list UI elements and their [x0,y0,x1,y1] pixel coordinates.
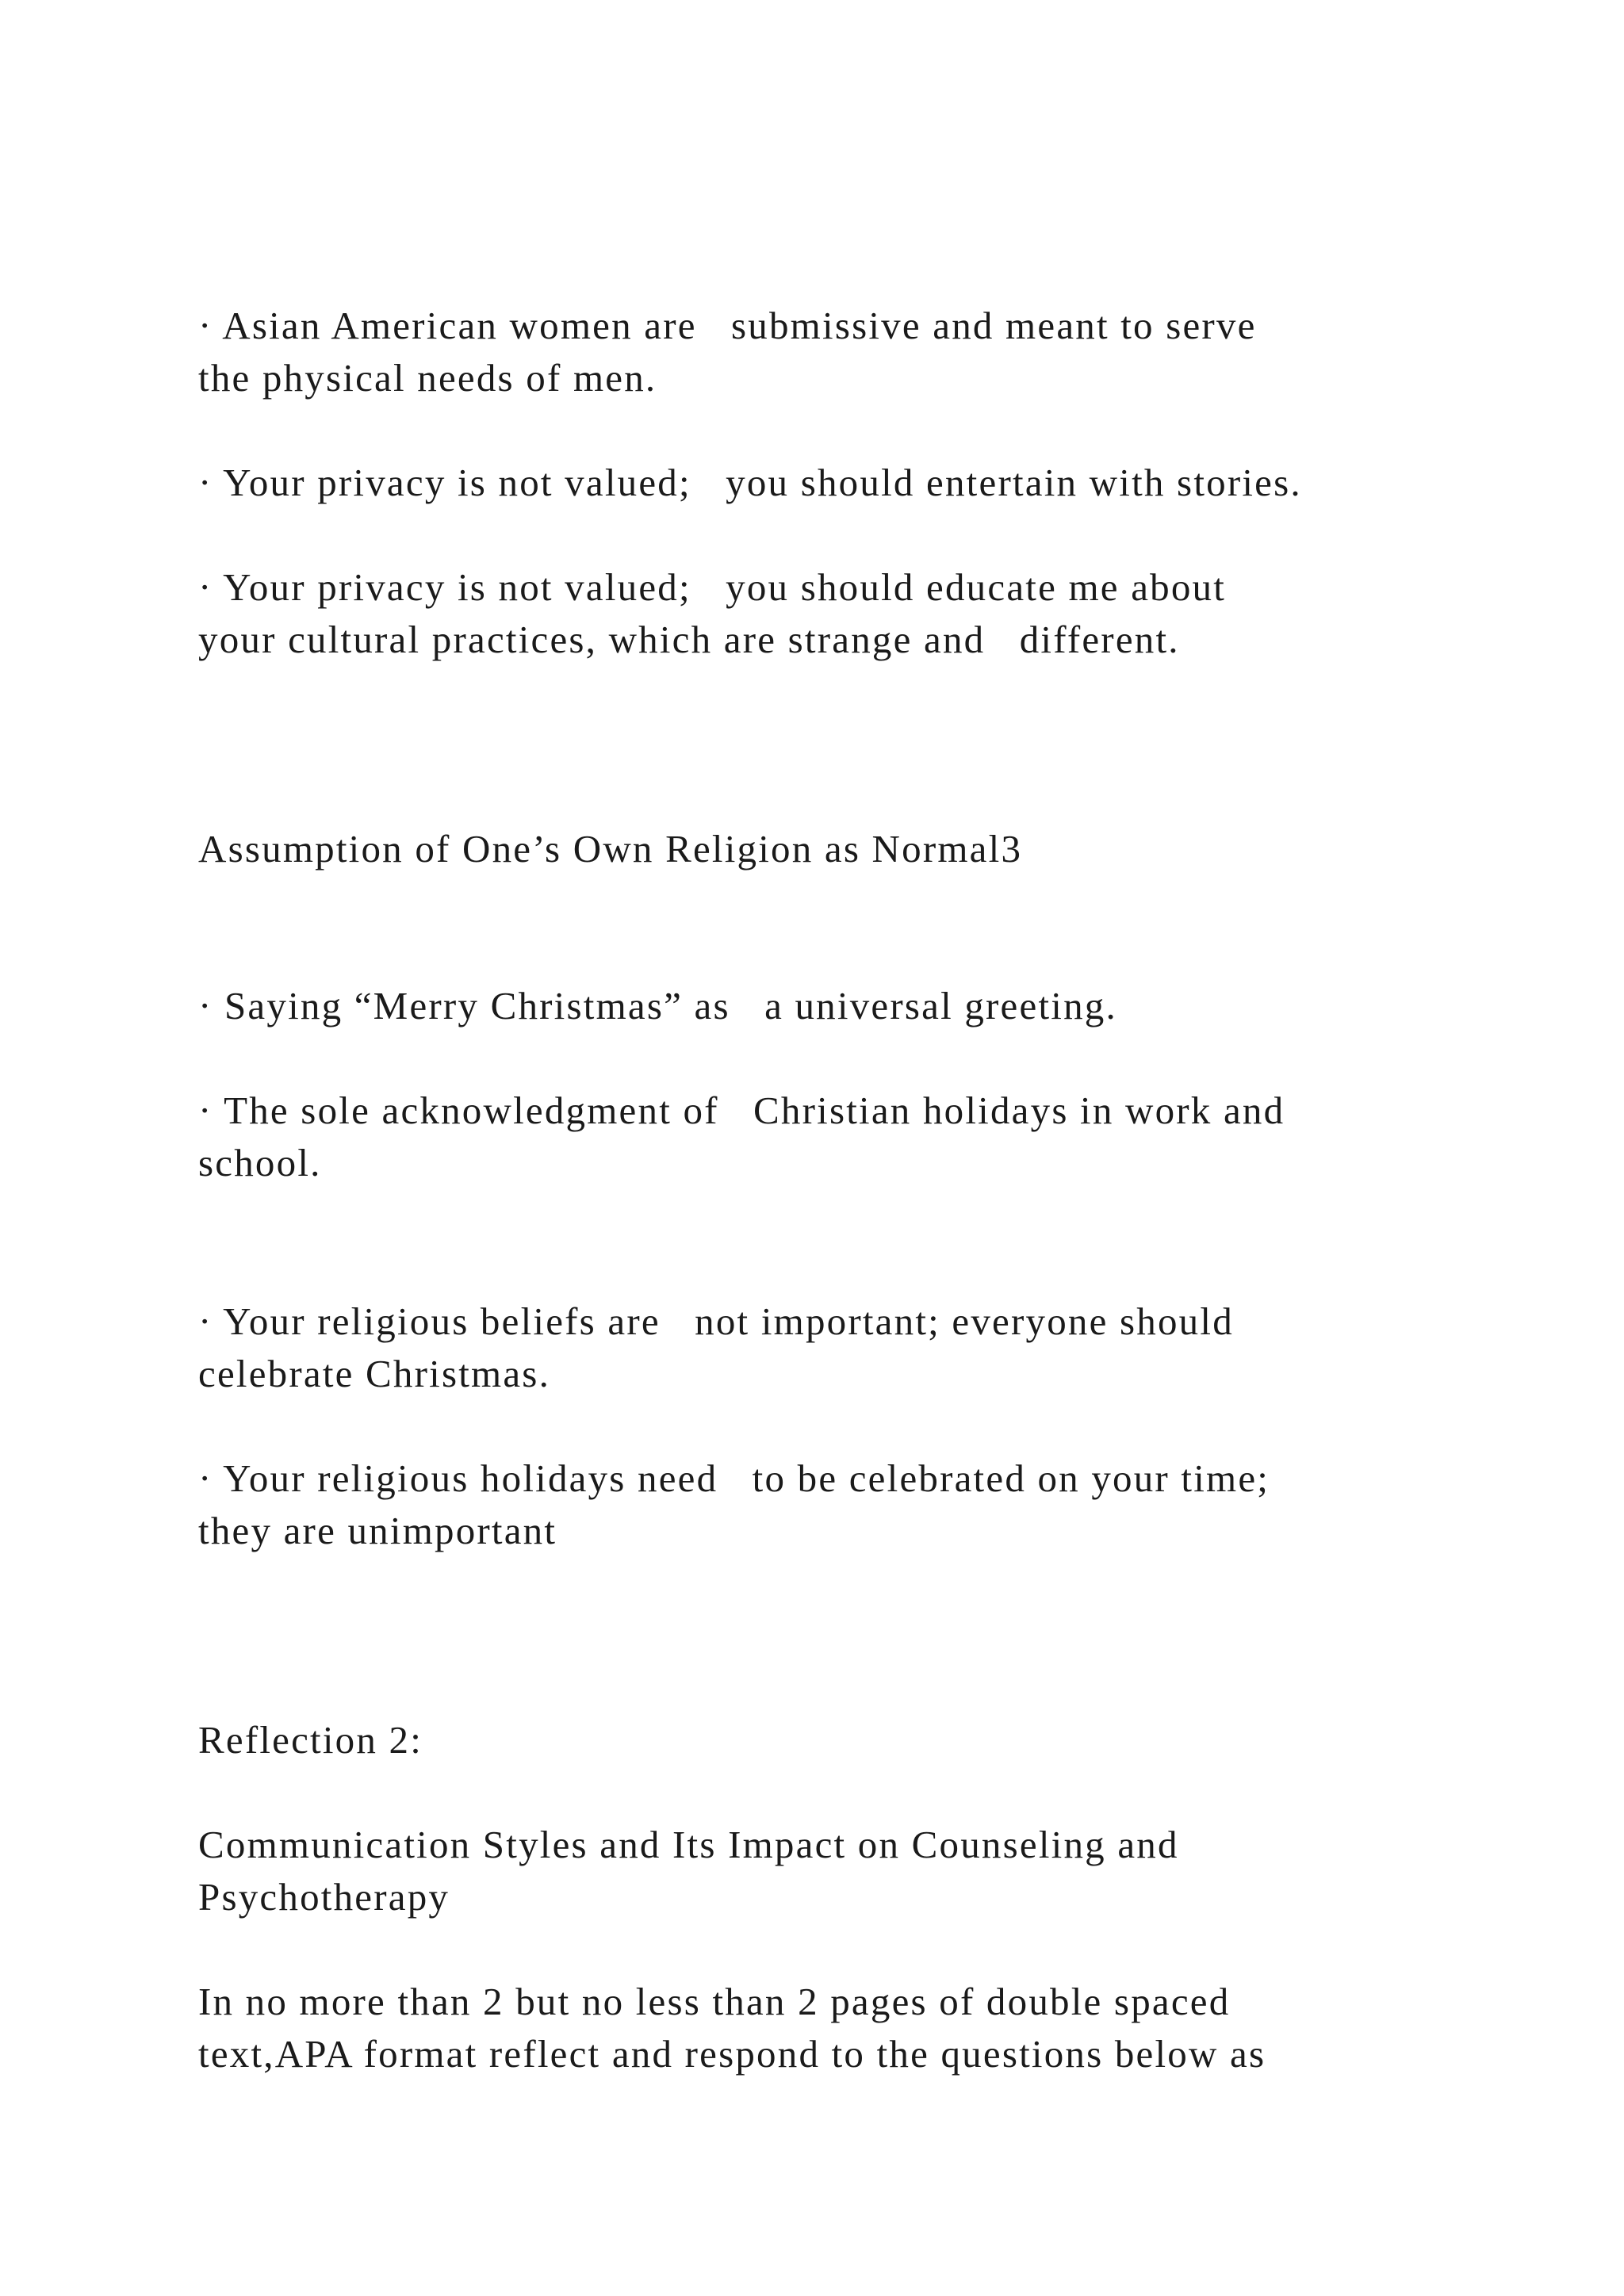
text-line: they are unimportant [198,1509,557,1552]
section-heading: Assumption of One’s Own Religion as Normal3 [198,827,1023,871]
bullet-line: · Your privacy is not valued; you should educate me about [198,565,1227,609]
text-line: school. [198,1141,322,1184]
bullet-line: · Your privacy is not valued; you should entertain with stories. [198,461,1302,504]
bullet-line: · The sole acknowledgment of Christian holidays in work and [198,1089,1285,1132]
reflection-title: Communication Styles and Its Impact on Counseling and [198,1823,1179,1866]
instructions-line: In no more than 2 but no less than 2 pages of double spaced [198,1980,1231,2023]
instructions-line: text,APA format reflect and respond to the questions below as [198,2032,1266,2076]
reflection-title-continued: Psychotherapy [198,1875,450,1919]
bullet-line: · Asian American women are submissive and meant to serve [198,304,1257,347]
reflection-heading: Reflection 2: [198,1718,423,1762]
text-line: the physical needs of men. [198,356,657,400]
bullet-line: · Your religious beliefs are not important; everyone should [198,1299,1234,1343]
bullet-line: · Your religious holidays need to be celebrated on your time; [198,1456,1270,1500]
text-line: celebrate Christmas. [198,1352,551,1395]
text-line: your cultural practices, which are strange and different. [198,618,1180,661]
bullet-line: · Saying “Merry Christmas” as a universal greeting. [198,984,1117,1027]
